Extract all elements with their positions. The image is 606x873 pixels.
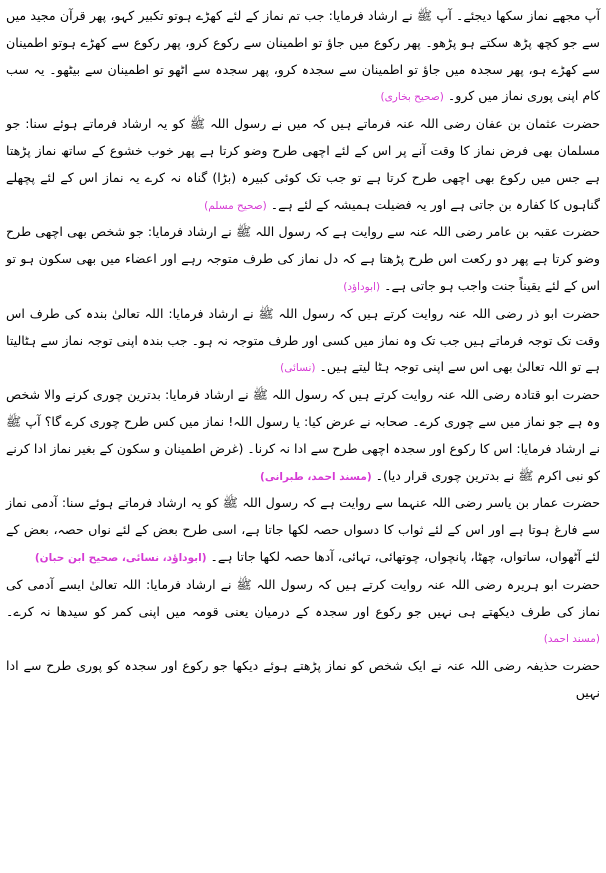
hadith-paragraph (6, 219, 600, 300)
hadith-text: حضرت عقبہ بن عامر رضی اللہ عنہ سے روایت ہے کہ رسول اللہ ﷺ نے ارشاد فرمایا: جو شخص بھی اچھی طرح وضو کرتا ہے پھر دو رکعت اس طرح پڑھتا ہے کہ دل نماز کی طرف متوجہ رہے اور اعضاء میں بھی سکون ہو تو اس کے لئے یقیناً جنت واجب ہو جاتی ہے۔ (6, 224, 600, 293)
hadith-reference: (ابوداؤد) (343, 280, 381, 293)
hadith-paragraph (6, 111, 600, 219)
hadith-text: حضرت ابو ذر رضی اللہ عنہ روایت کرتے ہیں کہ رسول اللہ ﷺ نے ارشاد فرمایا: اللہ تعالیٰ بندہ کی طرف اس وقت تک توجہ فرماتے ہیں جب تک وہ نماز میں کسی اور طرف متوجہ نہ ہو۔ جب بندہ اپنی توجہ نماز سے ہٹالیتا ہے تو اللہ تعالیٰ بھی اس سے اپنی توجہ ہٹا لیتے ہیں۔ (6, 305, 600, 375)
hadith-text: حضرت ابو ہریرہ رضی اللہ عنہ روایت کرتے ہیں کہ رسول اللہ ﷺ نے ارشاد فرمایا: اللہ تعالیٰ ایسے آدمی کی نماز کی طرف دیکھتے ہی نہیں جو رکوع اور سجدہ کے درمیان یعنی قومہ میں اپنی کمر کو سیدھا نہ کرے۔ (6, 576, 600, 619)
hadith-paragraph (6, 653, 600, 707)
hadith-reference: (ابوداؤد، نسائی، صحیح ابن حبان) (34, 551, 207, 564)
hadith-paragraph (6, 382, 600, 490)
hadith-reference: (مسند احمد) (543, 633, 600, 646)
hadith-paragraph (6, 301, 600, 382)
hadith-paragraph (6, 3, 600, 111)
hadith-text: حضرت حذیفہ رضی اللہ عنہ نے ایک شخص کو نماز پڑھتے ہوئے دیکھا جو رکوع اور سجدہ کو پوری طرح سے ادا نہیں (6, 658, 600, 700)
hadith-reference: (نسائی) (280, 362, 316, 375)
hadith-text: حضرت عثمان بن عفان رضی اللہ عنہ فرماتے ہیں کہ میں نے رسول اللہ ﷺ کو یہ ارشاد فرماتے ہوئے سنا: جو مسلمان بھی فرض نماز کا وقت آنے پر اس کے لئے اچھی طرح وضو کرتا ہے پھر خوب خشوع کے ساتھ نماز پڑھتا ہے جس میں رکوع بھی اچھی طرح کرتا ہے تو جب تک کوئی کبیرہ (بڑا) گناہ نہ کرے یہ نماز اس کے لئے پچھلے گناہوں کا کفارہ بن جاتی ہے اور یہ فضیلت ہمیشہ کے لئے ہے۔ (6, 116, 600, 212)
hadith-paragraph (6, 490, 600, 571)
hadith-text: آپ مجھے نماز سکھا دیجئے۔ آپ ﷺ نے ارشاد فرمایا: جب تم نماز کے لئے کھڑے ہوتو تکبیر کہو، پھر قرآن مجید میں سے جو کچھ پڑھ سکتے ہو پڑھو۔ پھر رکوع میں جاؤ تو اطمینان سے رکوع کرو، پھر رکوع سے کھڑے ہوتو اطمینان سے کھڑے ہو، پھر سجدہ میں جاؤ تو اطمینان سے سجدہ کرو، پھر سجدہ سے اٹھو تو اطمینان سے بیٹھو۔ یہ سب کام اپنی پوری نماز میں کرو۔ (6, 8, 600, 104)
hadith-reference: (صحیح بخاری) (380, 91, 444, 104)
hadith-reference: (مسند احمد، طبرانی) (260, 470, 372, 483)
hadith-reference: (صحیح مسلم) (204, 199, 267, 212)
hadith-text: حضرت ابو قتادہ رضی اللہ عنہ روایت کرتے ہیں کہ رسول اللہ ﷺ نے ارشاد فرمایا: بدترین چوری کرنے والا شخص وہ ہے جو نماز میں سے چوری کرے۔ صحابہ نے عرض کیا: یا رسول اللہ! نماز میں کس طرح چوری کرے گا؟ آپ ﷺ نے ارشاد فرمایا: اس کا رکوع اور سجدہ اچھی طرح سے ادا نہ کرنا۔ (غرض اطمینان و سکون کے بغیر نماز ادا کرنے کو نبی اکرم ﷺ نے بدترین چوری قرار دیا)۔ (6, 387, 600, 483)
hadith-text: حضرت عمار بن یاسر رضی اللہ عنہما سے روایت ہے کہ رسول اللہ ﷺ کو یہ ارشاد فرماتے ہوئے سنا: آدمی نماز سے فارغ ہوتا ہے اور اس کے لئے ثواب کا دسواں حصہ لکھا جاتا ہے، اسی طرح بعض کے لئے نواں حصہ، بعض کے لئے آٹھواں، ساتواں، چھٹا، پانچواں، چوتھائی، تہائی، آدھا حصہ لکھا جاتا ہے۔ (6, 495, 600, 564)
hadith-paragraph (6, 572, 600, 653)
